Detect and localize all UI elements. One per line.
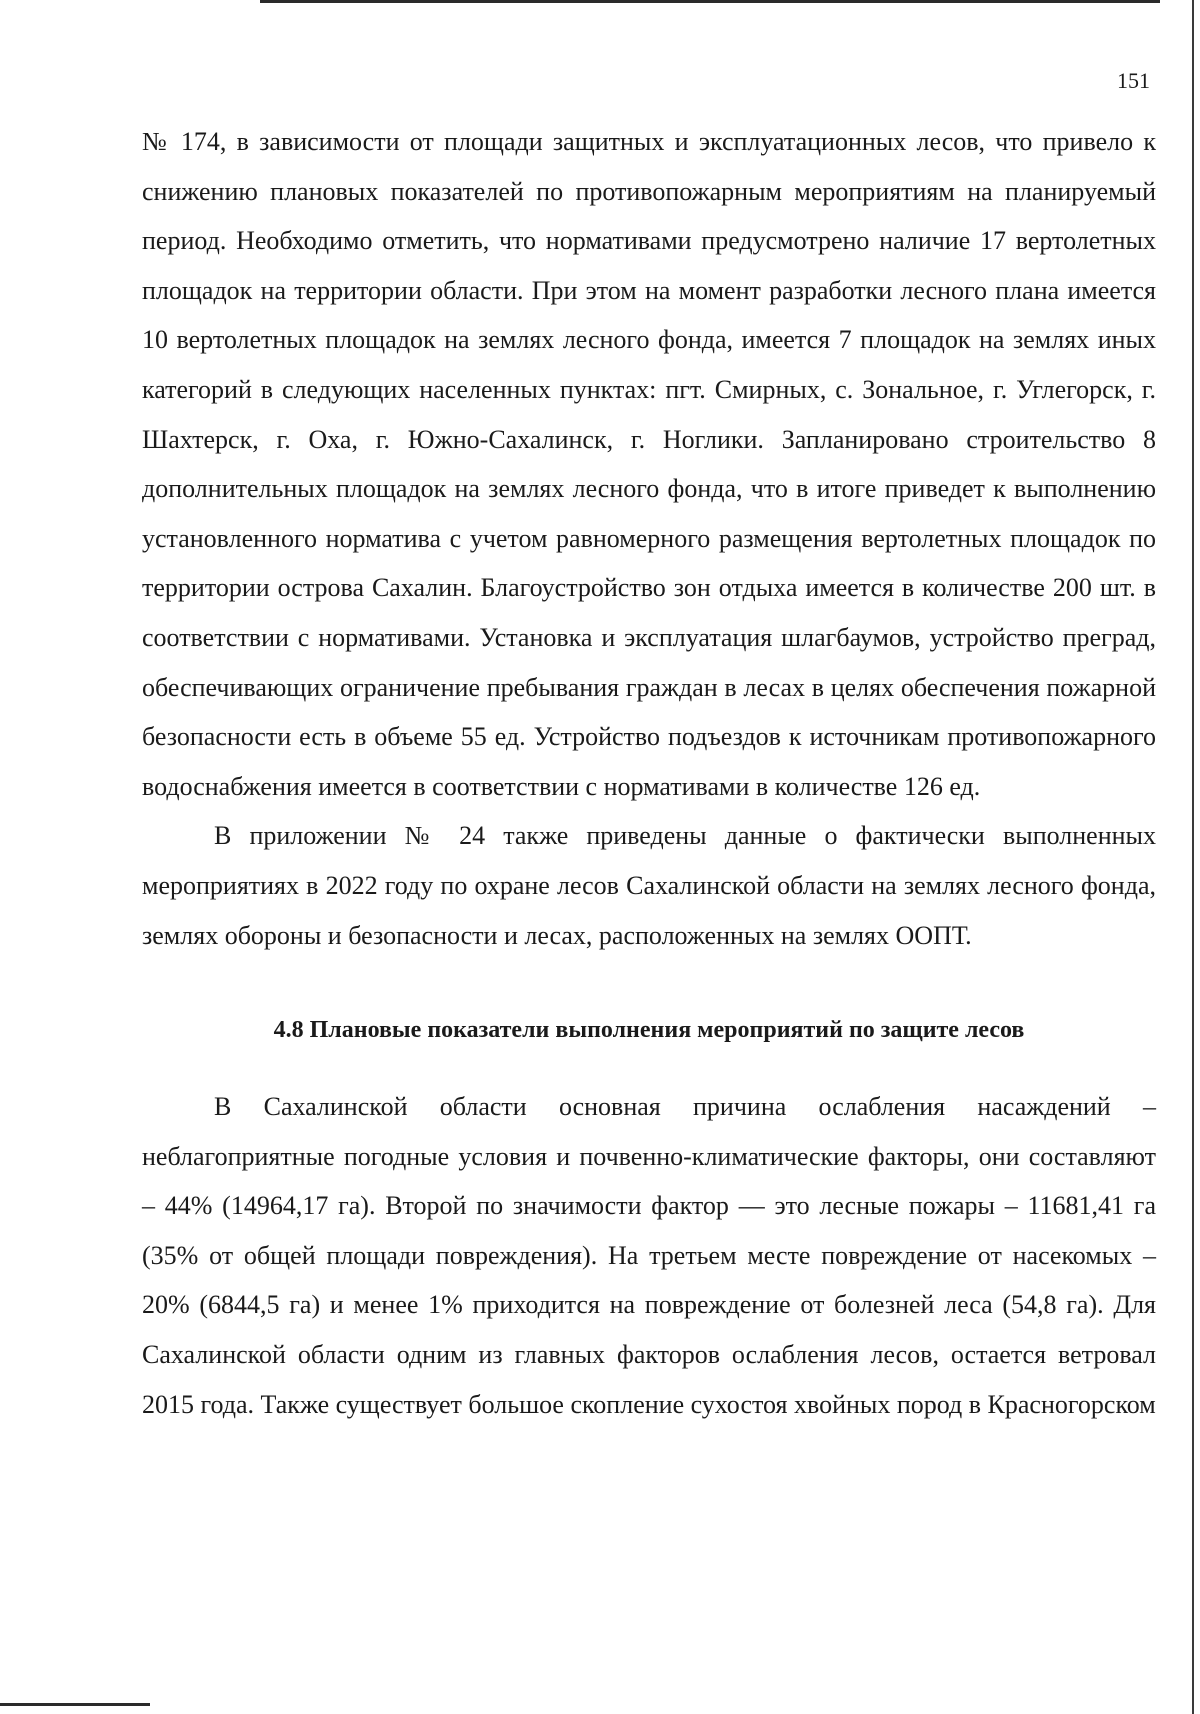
section-heading: 4.8 Плановые показатели выполнения мероприятий по защите лесов (273, 1017, 1025, 1044)
paragraph-helipads: № 174, в зависимости от площади защитных и эксплуатационных лесов, что привело к снижению плановых показателей по противопожарным мероприятиям на планируемый период. Необходимо отметить, что нормативами предусмотрено наличие 17 вертолетных площадок на территории области. При этом на момент разработки лесного плана имеется 10 вертолетных площадок на землях лесного фонда, имеется 7 площадок на землях иных категорий в следующих населенных пунктах: пгт. Смирных, с. Зональное, г. Углегорск, г. Шахтерск, г. Оха, г. Южно-Сахалинск, г. Ноглики. Запланировано строительство 8 дополнительных площадок на землях лесного фонда, что в итоге приведет к выполнению установленного норматива с учетом равномерного размещения вертолетных площадок по территории острова Сахалин. Благоустройство зон отдыха имеется в количестве 200 шт. в соответствии с нормативами. Установка и эксплуатация шлагбаумов, устройство преград, обеспечивающих ограничение пребывания граждан в лесах в целях обеспечения пожарной безопасности есть в объеме 55 ед. Устройство подъездов к источникам противопожарного водоснабжения имеется в соответствии с нормативами в количестве 126 ед. (142, 127, 1156, 801)
page-number: 151 (1117, 68, 1150, 93)
scan-edge-top (260, 0, 1160, 3)
scan-edge-bottom (0, 1703, 150, 1706)
paragraph-forest-weakening: В Сахалинской области основная причина ослабления насаждений – неблагоприятные погодные условия и почвенно-климатические факторы, они составляют – 44% (14964,17 га). Второй по значимости фактор — это лесные пожары – 11681,41 га (35% от общей площади повреждения). На третьем месте повреждение от насекомых – 20% (6844,5 га) и менее 1% приходится на повреждение от болезней леса (54,8 га). Для Сахалинской области одним из главных факторов ослабления лесов, остается ветровал 2015 года. Также существует большое скопление сухостоя хвойных пород в Красногорском (142, 1092, 1156, 1419)
scan-edge-right (1192, 0, 1194, 1714)
paragraph-appendix-24: В приложении № 24 также приведены данные о фактически выполненных мероприятиях в 2022 году по охране лесов Сахалинской области на землях лесного фонда, землях обороны и безопасности и лесах, расположенных на землях ООПТ. (142, 821, 1156, 950)
page-content (142, 117, 1156, 1429)
